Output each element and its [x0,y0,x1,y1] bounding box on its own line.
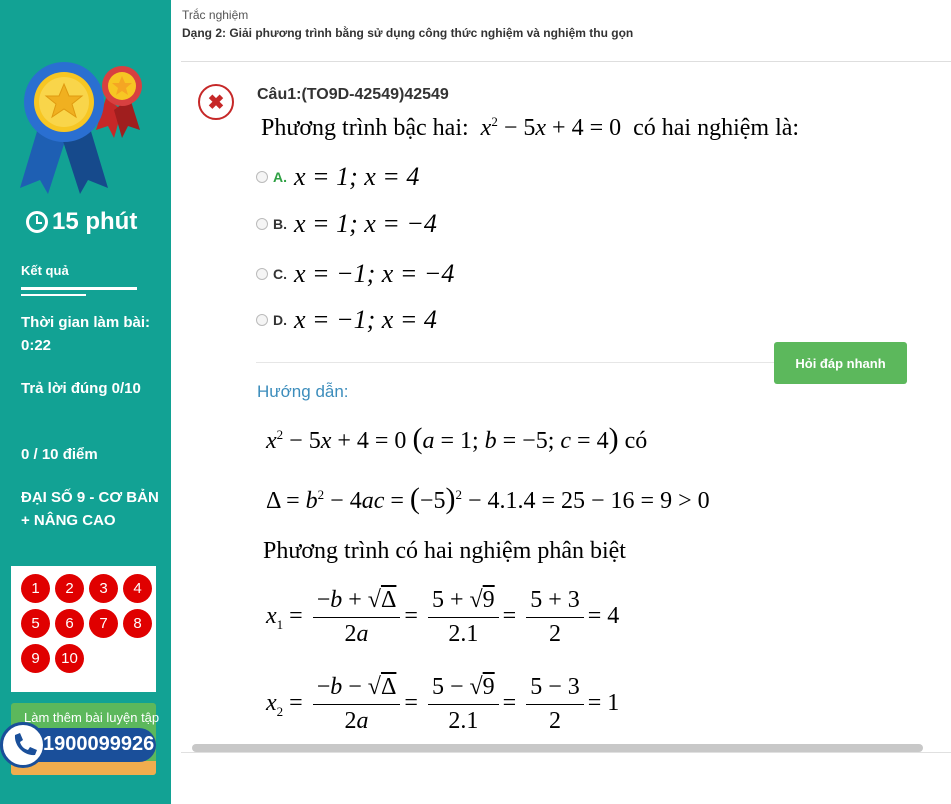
hotline-badge[interactable] [0,722,160,768]
root-x1: $x_1$ = $\frac{-b + √\Delta}{2a}$ = $\frac{5 + √9}{2.1}$ = $\frac{5 + 3}{2}$ = 4 [266,587,620,647]
result-heading: Kết quả [21,263,69,278]
horizontal-scrollbar[interactable] [192,744,923,752]
question-number-button[interactable]: 6 [55,609,84,638]
question-navigator [11,566,156,692]
option-text: x = 1; x = −4 [294,209,437,238]
solution-line-1: $x^2 - 5x + 4 = 0$ (a = 1; b = −5; c = 4) có [266,422,648,455]
divider [21,294,86,296]
question-number-button[interactable]: 8 [123,609,152,638]
correct-count: Trả lời đúng 0/10 [21,380,141,397]
question-number-button[interactable]: 5 [21,609,50,638]
clock-icon [26,211,48,233]
option-text: x = −1; x = −4 [294,259,455,288]
prompt-prefix: Phương trình bậc hai: [261,115,469,141]
question-number-button[interactable]: 1 [21,574,50,603]
radio-button[interactable] [256,171,268,183]
medal-icon [18,58,158,198]
divider [181,752,951,753]
option-c[interactable] [256,259,454,289]
close-icon: ✖ [198,84,234,120]
timer [26,208,137,236]
question-number-button[interactable]: 4 [123,574,152,603]
question-number-button[interactable]: 3 [89,574,118,603]
timer-value: 15 phút [52,208,138,235]
score: 0 / 10 điểm [21,446,98,463]
quick-ask-button[interactable]: Hỏi đáp nhanh [774,342,907,384]
question-code: Câu1:(TO9D-42549)42549 [257,86,449,103]
option-text: x = 1; x = 4 [294,162,420,191]
option-letter: A. [273,169,287,185]
course-name: ĐẠI SỐ 9 - CƠ BẢN + NÂNG CAO [21,489,159,529]
option-letter: D. [273,312,287,328]
question-number-button[interactable]: 2 [55,574,84,603]
question-number-button[interactable]: 10 [55,644,84,673]
option-letter: B. [273,216,287,232]
radio-button[interactable] [256,268,268,280]
option-b[interactable] [256,209,437,239]
question-number-button[interactable]: 9 [21,644,50,673]
solution-line-3: Phương trình có hai nghiệm phân biệt [263,538,626,564]
option-text: x = −1; x = 4 [294,305,437,334]
practice-more-label[interactable]: Làm thêm bài luyện tập [24,710,160,725]
solution-line-1-suffix: có [624,428,648,454]
time-spent: Thời gian làm bài: 0:22 [21,314,151,354]
radio-button[interactable] [256,218,268,230]
guide-heading: Hướng dẫn: [257,382,349,401]
equation: $x^2 - 5x + 4 = 0$ [480,114,628,141]
radio-button[interactable] [256,314,268,326]
root-x2: $x_2$ = $\frac{-b - √\Delta}{2a}$ = $\frac{5 - √9}{2.1}$ = $\frac{5 - 3}{2}$ = 1 [266,674,620,734]
option-d[interactable] [256,305,437,335]
option-a[interactable] [256,162,419,192]
divider [181,61,951,62]
hotline-number: 1900099926 [43,733,155,755]
solution-line-2: $\Delta = b^2 - 4ac = (-5)^2 - 4.1.4 = 25 - 16 = 9 > 0$ [266,482,710,515]
divider [21,287,137,290]
breadcrumb[interactable]: Trắc nghiệm [182,8,249,22]
sidebar [0,0,171,804]
option-letter: C. [273,266,287,282]
prompt-suffix: có hai nghiệm là: [633,115,800,141]
phone-icon [0,722,46,768]
question-number-button[interactable]: 7 [89,609,118,638]
question-prompt [261,114,799,142]
page-title: Dạng 2: Giải phương trình bằng sử dụng công thức nghiệm và nghiệm thu gọn [182,26,634,40]
